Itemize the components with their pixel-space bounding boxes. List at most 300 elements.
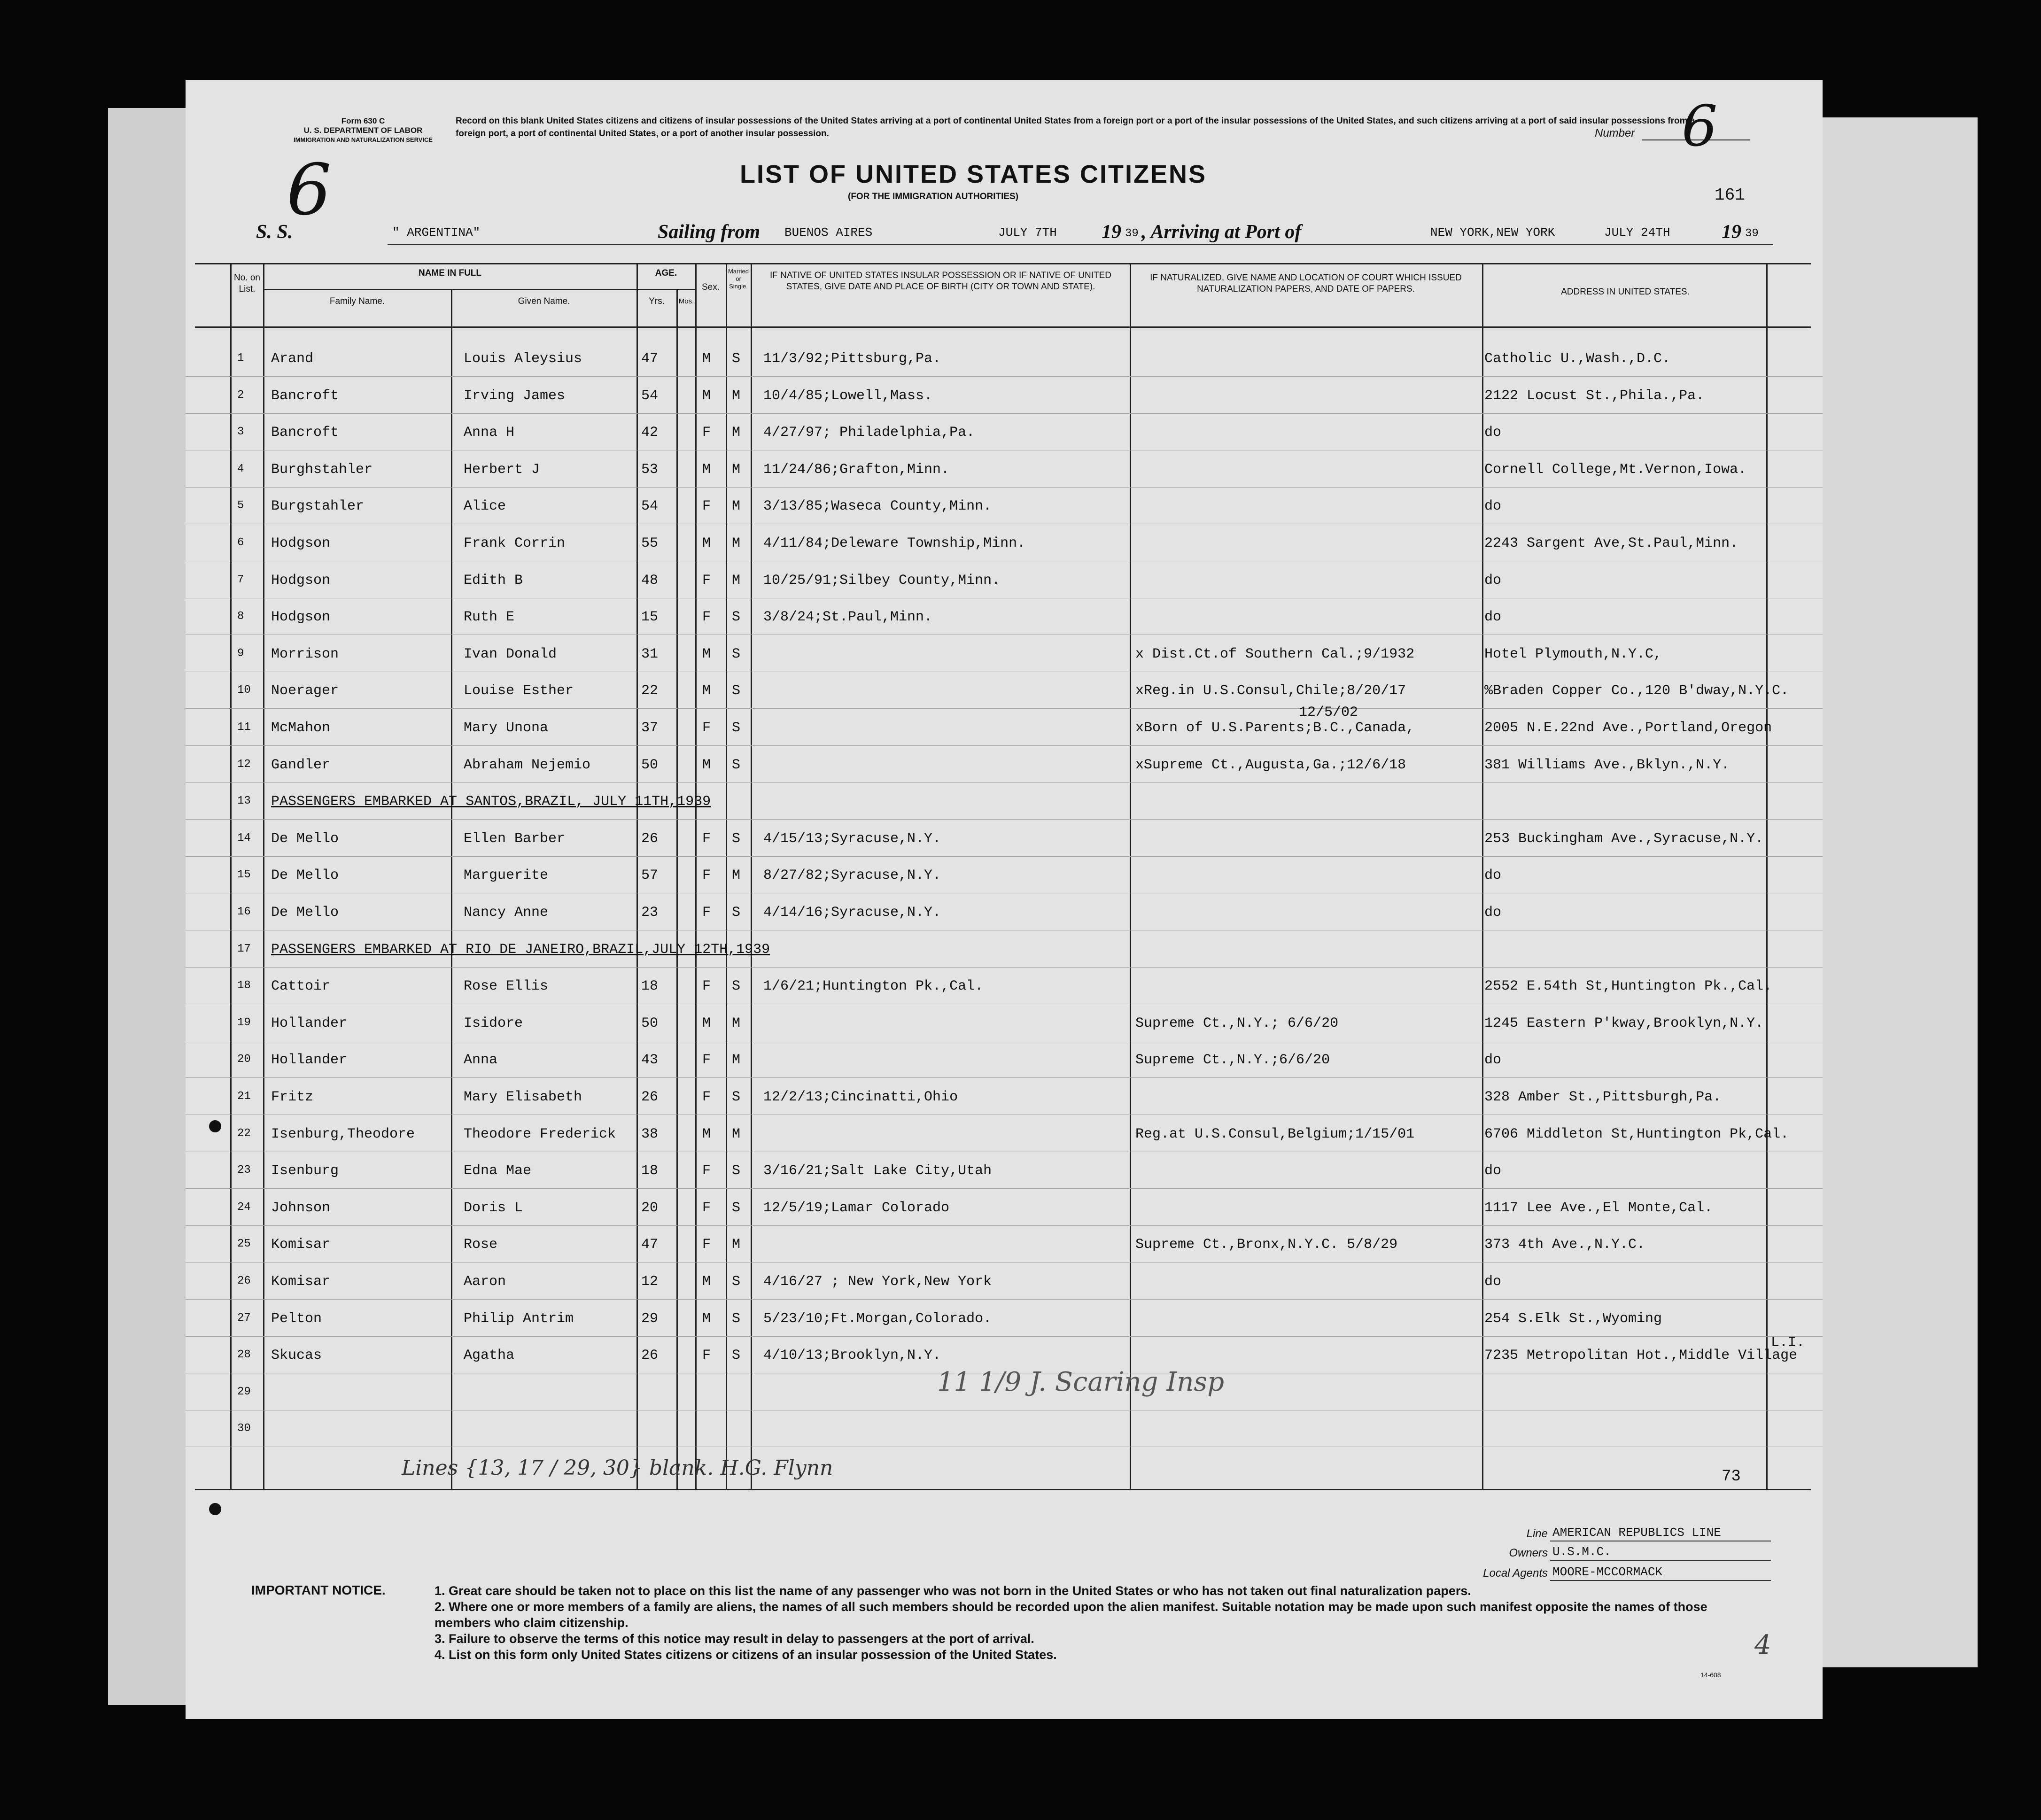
family-name: Hodgson [271, 609, 331, 626]
sex: F [702, 425, 711, 441]
marital-status: M [732, 1052, 741, 1069]
age-years: 54 [641, 387, 659, 404]
row-number: 27 [237, 1311, 251, 1324]
service: IMMIGRATION AND NATURALIZATION SERVICE [294, 136, 433, 143]
given-name: Nancy Anne [464, 905, 549, 921]
row-number: 6 [237, 536, 244, 549]
given-name: Mary Unona [464, 720, 549, 736]
family-name: Burghstahler [271, 461, 373, 478]
row-number: 1 [237, 352, 244, 364]
family-name: Bancroft [271, 387, 339, 404]
table-row [186, 821, 1823, 857]
age-years: 26 [641, 1348, 659, 1364]
header-address: ADDRESS IN UNITED STATES. [1561, 287, 1690, 297]
address: 7235 Metropolitan Hot.,Middle Village [1484, 1348, 1798, 1364]
row-number: 15 [237, 868, 251, 882]
age-years: 23 [641, 905, 659, 921]
given-name: Mary Elisabeth [464, 1089, 582, 1105]
family-name: Gandler [271, 757, 331, 773]
year-from: 39 [1125, 227, 1139, 240]
naturalization-info: xBorn of U.S.Parents;B.C.,Canada, [1135, 720, 1415, 736]
marital-status: S [732, 905, 741, 921]
row-rule [186, 1225, 1823, 1226]
given-name: Anna [464, 1052, 498, 1069]
given-name: Ivan Donald [464, 646, 557, 662]
birth-info: 4/16/27 ; New York,New York [763, 1274, 992, 1290]
table-row [186, 599, 1823, 635]
given-name: Agatha [464, 1348, 515, 1364]
section-banner-row [186, 931, 1823, 968]
row-number: 29 [237, 1385, 251, 1398]
row-rule [186, 708, 1823, 709]
given-name: Louise Esther [464, 683, 574, 699]
row-rule [186, 967, 1823, 968]
table-row [186, 673, 1823, 709]
family-name: Komisar [271, 1237, 331, 1253]
address: do [1484, 867, 1502, 884]
header-family: Family Name. [329, 296, 385, 306]
given-name: Irving James [464, 387, 566, 404]
age-years: 38 [641, 1126, 659, 1142]
family-name: De Mello [271, 830, 339, 847]
birth-info: 3/16/21;Salt Lake City,Utah [763, 1163, 992, 1179]
row-number: 26 [237, 1275, 251, 1287]
address: do [1484, 1274, 1502, 1290]
sex: M [702, 1274, 711, 1290]
row-rule [186, 1188, 1823, 1189]
age-years: 42 [641, 425, 659, 441]
sex: F [702, 1052, 711, 1069]
row-number: 25 [237, 1238, 251, 1251]
marital-status: S [732, 609, 741, 626]
age-years: 12 [641, 1274, 659, 1290]
age-years: 50 [641, 757, 659, 773]
birth-info: 11/24/86;Grafton,Minn. [763, 461, 950, 478]
age-years: 37 [641, 720, 659, 736]
section-banner-row [186, 783, 1823, 820]
header-mos: Mos. [678, 297, 694, 305]
header-no: No. on List. [234, 273, 260, 294]
page-title: LIST OF UNITED STATES CITIZENS [740, 160, 1207, 188]
given-name: Marguerite [464, 867, 549, 884]
owners-value: U.S.M.C. [1552, 1545, 1611, 1559]
row-number: 9 [237, 647, 244, 660]
row-number: 4 [237, 462, 244, 475]
ship-name: " ARGENTINA" [392, 225, 481, 240]
table-row [186, 378, 1823, 414]
address: do [1484, 1163, 1502, 1179]
header-name: NAME IN FULL [418, 268, 482, 278]
row-number: 5 [237, 499, 244, 512]
age-years: 15 [641, 609, 659, 626]
table-row [186, 1079, 1823, 1115]
naturalization-info: Supreme Ct.,Bronx,N.Y.C. 5/8/29 [1135, 1237, 1398, 1253]
marital-status: S [732, 757, 741, 773]
family-name: Komisar [271, 1274, 331, 1290]
header-sex: Sex. [701, 282, 720, 292]
family-name: Hodgson [271, 535, 331, 551]
address: 2243 Sargent Ave,St.Paul,Minn. [1484, 535, 1738, 551]
form-number: Form 630 C [341, 116, 385, 125]
row-number: 11 [237, 721, 251, 734]
naturalization-info: Supreme Ct.,N.Y.;6/6/20 [1135, 1052, 1330, 1069]
binder-hole [209, 1120, 221, 1132]
family-name: Morrison [271, 646, 339, 662]
sex: M [702, 683, 711, 699]
marital-status: S [732, 1348, 741, 1364]
address: do [1484, 1052, 1502, 1069]
given-name: Philip Antrim [464, 1310, 574, 1327]
header-married: Married or Single. [728, 268, 749, 290]
row-number: 28 [237, 1348, 251, 1362]
header-naturalized: IF NATURALIZED, GIVE NAME AND LOCATION OF COURT WHICH ISSUED NATURALIZATION PAPERS, AND DATE OF PAPERS. [1150, 273, 1462, 294]
row-rule [186, 376, 1823, 377]
sex: M [702, 646, 711, 662]
age-years: 26 [641, 1089, 659, 1105]
row-rule [186, 745, 1823, 746]
skucas-note: L.I. [1771, 1335, 1805, 1351]
marital-status: M [732, 535, 741, 551]
marital-status: S [732, 978, 741, 995]
age-years: 22 [641, 683, 659, 699]
age-years: 55 [641, 535, 659, 551]
address: 2005 N.E.22nd Ave.,Portland,Oregon [1484, 720, 1772, 736]
family-name: Isenburg,Theodore [271, 1126, 415, 1142]
birth-info: 12/5/19;Lamar Colorado [763, 1200, 950, 1216]
age-years: 48 [641, 572, 659, 589]
address: do [1484, 572, 1502, 589]
row-number: 24 [237, 1200, 251, 1214]
agents-label: Local Agents [1483, 1567, 1548, 1580]
year-prefix-1: 19 [1102, 221, 1121, 243]
marital-status: M [732, 1126, 741, 1142]
address: do [1484, 905, 1502, 921]
table-row [186, 525, 1823, 562]
birth-info: 4/11/84;Deleware Township,Minn. [763, 535, 1026, 551]
table-row [186, 1263, 1823, 1300]
marital-status: M [732, 387, 741, 404]
marital-status: M [732, 425, 741, 441]
naturalization-info: xSupreme Ct.,Augusta,Ga.;12/6/18 [1135, 757, 1406, 773]
given-name: Rose Ellis [464, 978, 549, 995]
table-row [186, 968, 1823, 1005]
marital-status: S [732, 1089, 741, 1105]
footer-rule [1550, 1560, 1771, 1561]
table-header-rule [195, 326, 1811, 328]
row-rule [186, 413, 1823, 414]
family-name: Hollander [271, 1015, 348, 1031]
sex: M [702, 351, 711, 367]
notice-title: IMPORTANT NOTICE. [251, 1583, 386, 1597]
marital-status: M [732, 572, 741, 589]
age-years: 18 [641, 1163, 659, 1179]
sex: M [702, 1126, 711, 1142]
given-name: Alice [464, 498, 506, 515]
row-rule [186, 819, 1823, 820]
table-row [186, 1005, 1823, 1042]
header-birth: IF NATIVE OF UNITED STATES INSULAR POSSESSION OR IF NATIVE OF UNITED STATES, GIVE DATE AND PLACE OF BIRTH (CITY OR TOWN AND STATE). [769, 271, 1111, 292]
section-banner: PASSENGERS EMBARKED AT RIO DE JANEIRO,BRAZIL,JULY 12TH,1939 [271, 941, 770, 958]
address: Catholic U.,Wash.,D.C. [1484, 351, 1671, 367]
sex: F [702, 498, 711, 515]
marital-status: M [732, 1015, 741, 1031]
marital-status: M [732, 461, 741, 478]
row-number: 8 [237, 610, 244, 623]
voyage-underline [388, 244, 1773, 245]
age-years: 57 [641, 867, 659, 884]
row-rule [186, 487, 1823, 488]
notice-list [435, 1583, 1764, 1663]
family-name: Pelton [271, 1310, 322, 1327]
handwritten-inspector-note: 11 1/9 J. Scaring Insp [937, 1367, 1224, 1397]
address: 1245 Eastern P'kway,Brooklyn,N.Y. [1484, 1015, 1764, 1031]
line-label: Line [1526, 1527, 1548, 1540]
address: 6706 Middleton St,Huntington Pk,Cal. [1484, 1126, 1789, 1142]
address: Cornell College,Mt.Vernon,Iowa. [1484, 461, 1747, 478]
birth-info: 11/3/92;Pittsburg,Pa. [763, 351, 941, 367]
age-years: 47 [641, 351, 659, 367]
birth-info: 5/23/10;Ft.Morgan,Colorado. [763, 1310, 992, 1327]
sex: F [702, 830, 711, 847]
sex: M [702, 535, 711, 551]
family-name: Fritz [271, 1089, 314, 1105]
age-years: 31 [641, 646, 659, 662]
marital-status: M [732, 1237, 741, 1253]
number-label: Number [1595, 127, 1635, 139]
family-name: Johnson [271, 1200, 331, 1216]
table-row [186, 1116, 1823, 1153]
marital-status: S [732, 646, 741, 662]
sailing-label: Sailing from [658, 221, 761, 243]
table-row [186, 488, 1823, 525]
binder-hole [209, 1503, 221, 1515]
row-number: 14 [237, 831, 251, 844]
table-row [186, 562, 1823, 599]
sex: F [702, 609, 711, 626]
family-name: Hodgson [271, 572, 331, 589]
agents-value: MOORE-MCCORMACK [1552, 1565, 1663, 1579]
manifest-sheet [186, 80, 1823, 1719]
header-given: Given Name. [518, 296, 570, 306]
sex: F [702, 905, 711, 921]
birth-info: 3/13/85;Waseca County,Minn. [763, 498, 992, 515]
given-name: Frank Corrin [464, 535, 566, 551]
row-number: 30 [237, 1422, 251, 1435]
line-value: AMERICAN REPUBLICS LINE [1552, 1526, 1721, 1540]
family-name: Cattoir [271, 978, 331, 995]
sex: F [702, 1237, 711, 1253]
row-rule [186, 1077, 1823, 1078]
given-name: Ellen Barber [464, 830, 566, 847]
arrival-date: JULY 24TH [1604, 225, 1670, 240]
age-years: 54 [641, 498, 659, 515]
table-row [186, 1190, 1823, 1226]
marital-status: M [732, 498, 741, 515]
given-name: Doris L [464, 1200, 523, 1216]
sex: F [702, 1348, 711, 1364]
family-name: Skucas [271, 1348, 322, 1364]
table-row [186, 1411, 1823, 1448]
year-to: 39 [1745, 227, 1759, 240]
sex: M [702, 1015, 711, 1031]
subheader-rule [263, 289, 695, 290]
given-name: Edna Mae [464, 1163, 532, 1179]
sex: F [702, 1163, 711, 1179]
address: 253 Buckingham Ave.,Syracuse,N.Y. [1484, 830, 1764, 847]
from-date: JULY 7TH [998, 225, 1057, 240]
family-name: Isenburg [271, 1163, 339, 1179]
marital-status: S [732, 351, 741, 367]
family-name: Bancroft [271, 425, 339, 441]
given-name: Anna H [464, 425, 515, 441]
age-years: 43 [641, 1052, 659, 1069]
table-row [186, 414, 1823, 451]
age-years: 29 [641, 1310, 659, 1327]
table-row [186, 894, 1823, 931]
row-number: 16 [237, 906, 251, 918]
birth-info: 12/2/13;Cincinatti,Ohio [763, 1089, 958, 1105]
table-bottom-rule [195, 1489, 1811, 1490]
age-years: 18 [641, 978, 659, 995]
family-name: McMahon [271, 720, 331, 736]
row-rule [186, 1299, 1823, 1300]
row-number: 7 [237, 573, 244, 586]
row-number: 2 [237, 388, 244, 402]
naturalization-info: Reg.at U.S.Consul,Belgium;1/15/01 [1135, 1126, 1415, 1142]
page-number: 73 [1722, 1468, 1741, 1486]
notice-item: 2. Where one or more members of a family are aliens, the names of all such members should be recorded upon the alien manifest. Suitable notation may be made upon such manifest opposite the names of those members who claim citizenship. [435, 1600, 1707, 1630]
birth-info: 4/15/13;Syracuse,N.Y. [763, 830, 941, 847]
handwritten-lines-note: Lines {13, 17 / 29, 30} blank. H.G. Flynn [402, 1456, 833, 1480]
table-row [186, 341, 1823, 377]
naturalization-info: Supreme Ct.,N.Y.; 6/6/20 [1135, 1015, 1339, 1031]
footer-code: 14-608 [1700, 1671, 1721, 1679]
row-number: 17 [237, 942, 251, 955]
from-port: BUENOS AIRES [784, 225, 873, 240]
sex: F [702, 572, 711, 589]
stamp-number: 161 [1715, 186, 1745, 205]
row-number: 10 [237, 684, 251, 697]
footer-rule [1550, 1580, 1771, 1581]
given-name: Rose [464, 1237, 498, 1253]
row-number: 23 [237, 1164, 251, 1177]
margin-number: 4 [1754, 1630, 1771, 1660]
table-row [186, 636, 1823, 673]
row-rule [186, 1336, 1823, 1337]
sex: F [702, 1089, 711, 1105]
address: 2552 E.54th St,Huntington Pk.,Cal. [1484, 978, 1772, 995]
address: do [1484, 425, 1502, 441]
naturalization-info: xReg.in U.S.Consul,Chile;8/20/17 [1135, 683, 1406, 699]
arriving-label: , Arriving at Port of [1141, 221, 1302, 243]
address: do [1484, 498, 1502, 515]
age-years: 47 [641, 1237, 659, 1253]
row-number: 20 [237, 1053, 251, 1066]
address: 381 Williams Ave.,Bklyn.,N.Y. [1484, 757, 1730, 773]
marital-status: S [732, 830, 741, 847]
family-name: Noerager [271, 683, 339, 699]
given-name: Theodore Frederick [464, 1126, 616, 1142]
table-row [186, 1226, 1823, 1263]
table-row [186, 451, 1823, 488]
address: 1117 Lee Ave.,El Monte,Cal. [1484, 1200, 1713, 1216]
birth-info: 4/10/13;Brooklyn,N.Y. [763, 1348, 941, 1364]
table-row [186, 1042, 1823, 1078]
address: do [1484, 609, 1502, 626]
notice-item: 4. List on this form only United States citizens or citizens of an insular possession of the United States. [435, 1648, 1057, 1662]
given-name: Aaron [464, 1274, 506, 1290]
birth-info: 4/27/97; Philadelphia,Pa. [763, 425, 975, 441]
age-years: 26 [641, 830, 659, 847]
notice-item: 3. Failure to observe the terms of this notice may result in delay to passengers at the port of arrival. [435, 1632, 1034, 1646]
table-row [186, 710, 1823, 746]
birth-info: 10/4/85;Lowell,Mass. [763, 387, 933, 404]
header-age: AGE. [655, 268, 677, 278]
age-years: 20 [641, 1200, 659, 1216]
marital-status: S [732, 1274, 741, 1290]
birth-info: 3/8/24;St.Paul,Minn. [763, 609, 933, 626]
sex: M [702, 1310, 711, 1327]
naturalization-info: x Dist.Ct.of Southern Cal.;9/1932 [1135, 646, 1415, 662]
family-name: Burgstahler [271, 498, 365, 515]
given-name: Edith B [464, 572, 523, 589]
row-number: 21 [237, 1090, 251, 1103]
sex: F [702, 720, 711, 736]
address: 373 4th Ave.,N.Y.C. [1484, 1237, 1645, 1253]
address: 2122 Locust St.,Phila.,Pa. [1484, 387, 1705, 404]
birth-info: 8/27/82;Syracuse,N.Y. [763, 867, 941, 884]
header-yrs: Yrs. [649, 296, 665, 306]
row-number: 3 [237, 426, 244, 439]
age-years: 53 [641, 461, 659, 478]
sex: M [702, 757, 711, 773]
number-value: 6 [1682, 94, 1718, 159]
address: %Braden Copper Co.,120 B'dway,N.Y.C. [1484, 683, 1789, 699]
row-number: 13 [237, 795, 251, 808]
family-name: De Mello [271, 905, 339, 921]
department: U. S. DEPARTMENT OF LABOR [303, 126, 423, 135]
arrival-port: NEW YORK,NEW YORK [1430, 225, 1555, 240]
family-name: De Mello [271, 867, 339, 884]
given-name: Louis Aleysius [464, 351, 582, 367]
sex: F [702, 978, 711, 995]
page-subtitle: (FOR THE IMMIGRATION AUTHORITIES) [848, 192, 1019, 201]
family-name: Arand [271, 351, 314, 367]
given-name: Herbert J [464, 461, 540, 478]
row-rule [186, 782, 1823, 783]
owners-label: Owners [1509, 1547, 1548, 1559]
table-row [186, 857, 1823, 894]
form-header-block [294, 116, 433, 145]
table-row [186, 1153, 1823, 1189]
row-number: 19 [237, 1016, 251, 1029]
table-top-rule [195, 263, 1811, 264]
table-row [186, 1301, 1823, 1337]
table-row [186, 747, 1823, 783]
marital-status: S [732, 683, 741, 699]
given-name: Abraham Nejemio [464, 757, 591, 773]
family-name: Hollander [271, 1052, 348, 1069]
row-number: 18 [237, 979, 251, 992]
marital-status: S [732, 1310, 741, 1327]
birth-info: 1/6/21;Huntington Pk.,Cal. [763, 978, 984, 995]
marital-status: S [732, 1163, 741, 1179]
address: 254 S.Elk St.,Wyoming [1484, 1310, 1662, 1327]
age-years: 50 [641, 1015, 659, 1031]
birth-info: 10/25/91;Silbey County,Minn. [763, 572, 1001, 589]
birth-info: 4/14/16;Syracuse,N.Y. [763, 905, 941, 921]
sex: F [702, 1200, 711, 1216]
